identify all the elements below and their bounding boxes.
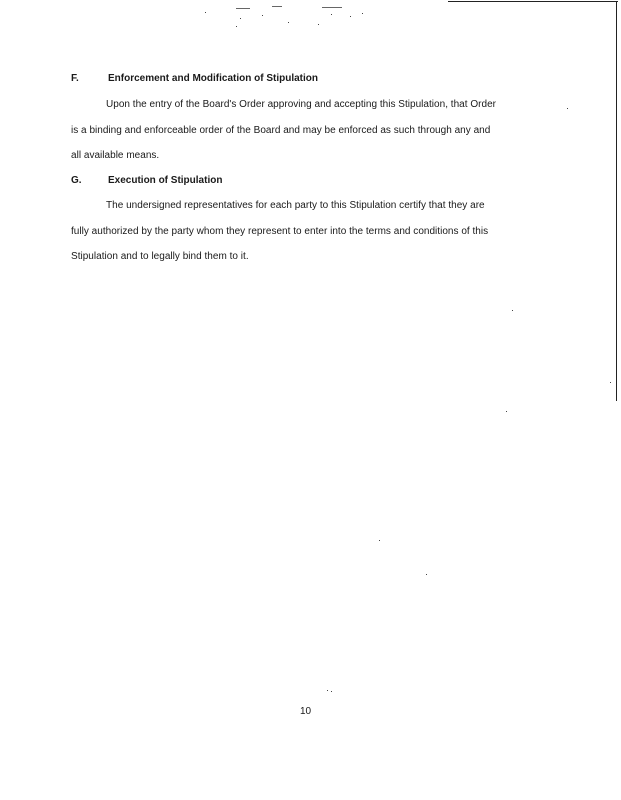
scan-noise [331, 691, 332, 692]
section-f-line-2: is a binding and enforceable order of the Board and may be enforced as such through any and [71, 125, 491, 136]
section-g-label: G. [71, 175, 82, 186]
scan-noise [205, 12, 206, 13]
scan-noise [506, 411, 507, 412]
scan-noise [236, 8, 250, 9]
scan-noise [318, 24, 319, 25]
section-g-title: Execution of Stipulation [108, 175, 223, 186]
section-f-label: F. [71, 73, 79, 84]
section-g-line-3: Stipulation and to legally bind them to it. [71, 251, 249, 262]
scan-edge-top [448, 1, 618, 2]
page-number: 10 [300, 706, 312, 717]
scan-noise [512, 310, 513, 311]
scan-noise [288, 22, 289, 23]
scan-noise [426, 574, 427, 575]
scan-noise [272, 6, 282, 7]
scan-noise [350, 16, 351, 17]
section-g-line-2: fully authorized by the party whom they represent to enter into the terms and conditions of this [71, 226, 489, 237]
section-g-line-1: The undersigned representatives for each party to this Stipulation certify that they are [106, 200, 485, 211]
scan-noise [327, 690, 328, 691]
section-f-line-1: Upon the entry of the Board's Order approving and accepting this Stipulation, that Order [106, 99, 497, 110]
section-f-title: Enforcement and Modification of Stipulation [108, 73, 318, 84]
scan-noise [379, 540, 380, 541]
scan-noise [567, 108, 568, 109]
scan-noise [331, 14, 332, 15]
scan-noise [236, 26, 237, 27]
scan-noise [262, 15, 263, 16]
scan-edge-right [616, 1, 617, 401]
section-f-line-3: all available means. [71, 150, 160, 161]
scan-noise [322, 7, 342, 8]
scan-noise [240, 18, 241, 19]
scan-noise [610, 382, 611, 383]
scan-noise [362, 13, 363, 14]
